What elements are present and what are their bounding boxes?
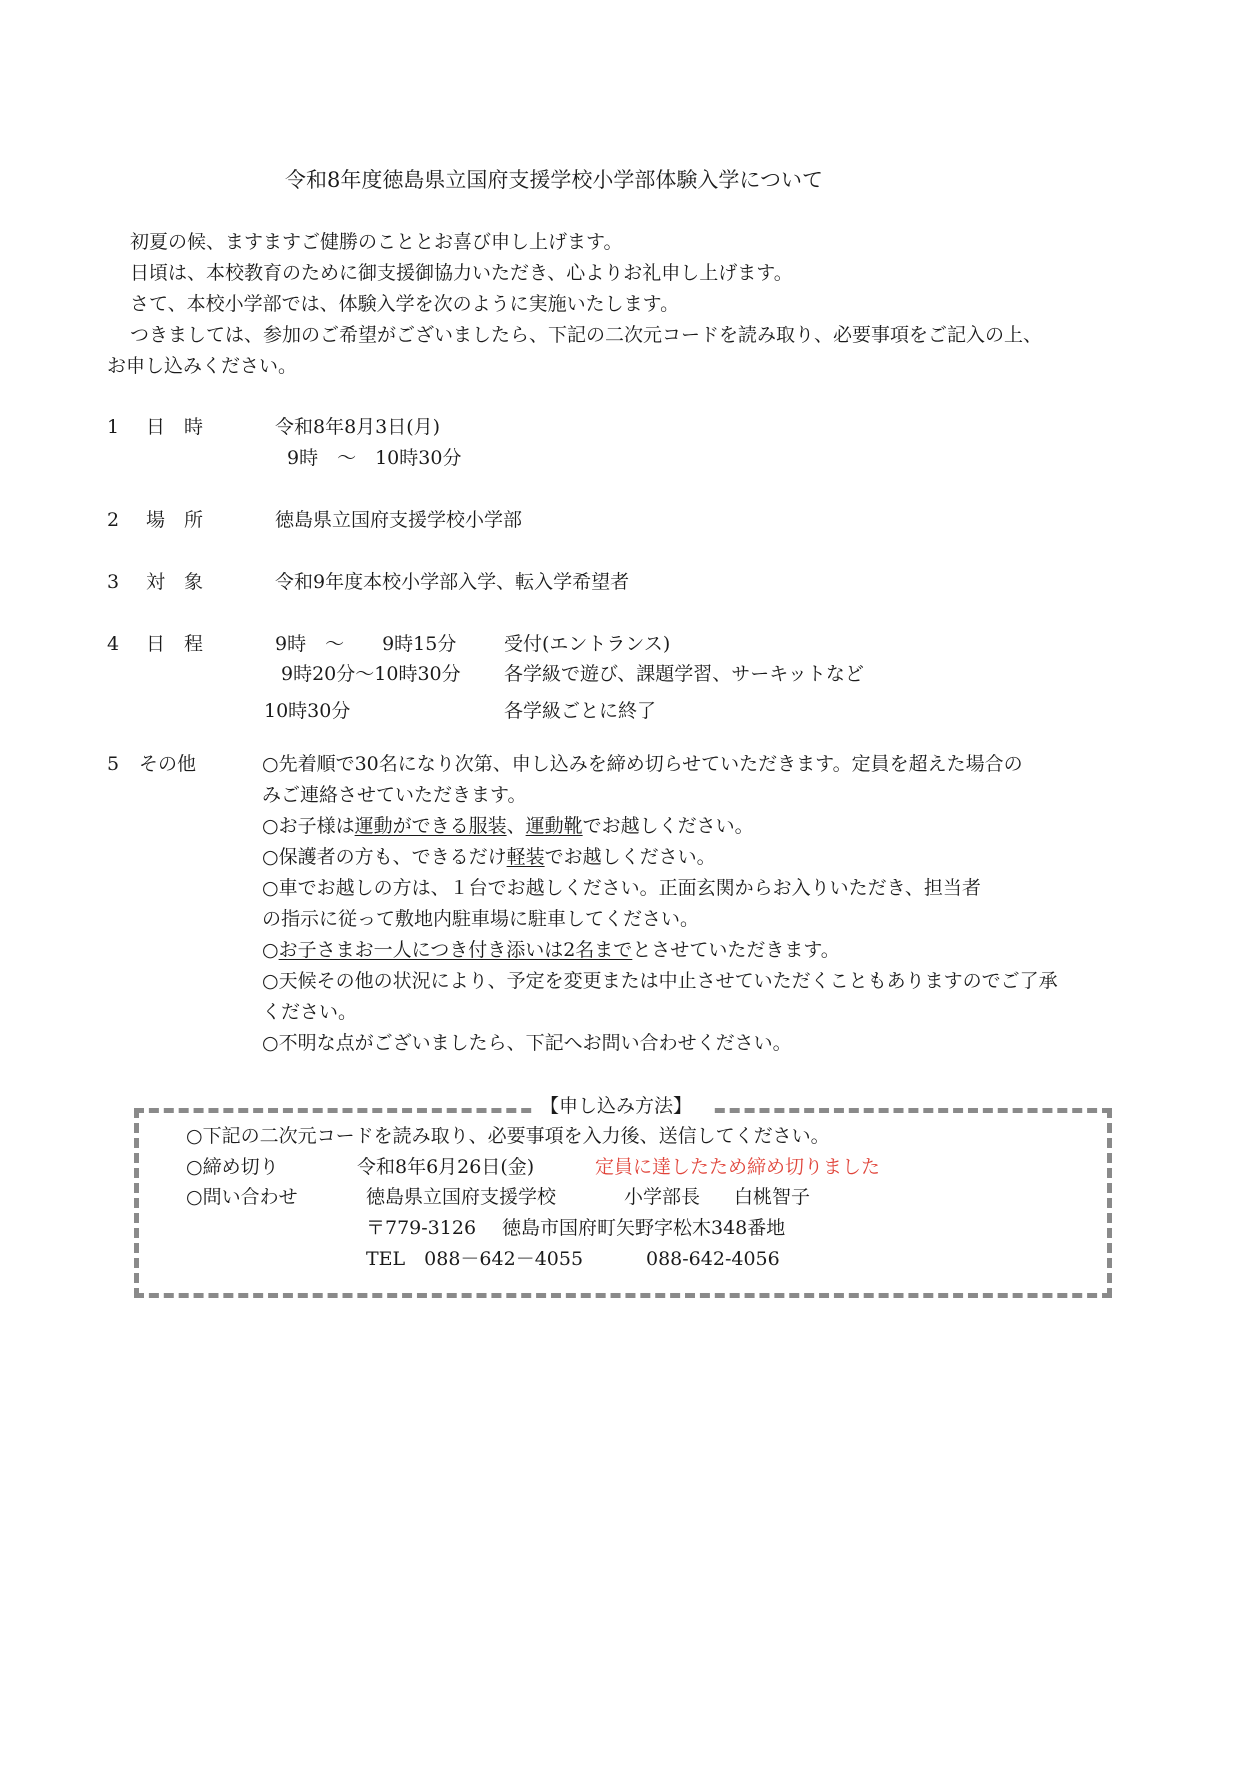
contact-school: 徳島県立国府支援学校 <box>366 1186 557 1208</box>
other-note-3 <box>262 848 716 867</box>
clothing-requirement: 運動ができる服装 <box>354 815 507 837</box>
application-instruction: ○下記の二次元コードを読み取り、必要事項を入力後、送信してください。 <box>186 1125 830 1147</box>
other-note-5-suffix: とさせていただきます。 <box>632 939 840 961</box>
item-5-label: その他 <box>139 753 197 775</box>
intro-paragraph-2: 日頃は、本校教育のために御支援御協力いただき、心よりお礼申し上げます。 <box>130 262 793 284</box>
address: 徳島市国府町矢野字松木348番地 <box>502 1217 786 1239</box>
deadline-date: 令和8年6月26日(金) <box>357 1156 535 1178</box>
other-note-7: ○不明な点がございましたら、下記へお問い合わせください。 <box>262 1032 792 1054</box>
item-4-number: 4 <box>107 633 120 655</box>
document-title: 令和8年度徳島県立国府支援学校小学部体験入学について <box>285 168 823 192</box>
intro-paragraph-4-cont: お申し込みください。 <box>107 355 298 377</box>
contact-name: 白桃智子 <box>734 1186 811 1208</box>
other-note-2-sep: 、 <box>506 815 526 837</box>
phone-number: TEL 088－642－4055 <box>366 1248 584 1270</box>
other-note-1: ○先着順で30名になり次第、申し込みを締め切らせていただきます。定員を超えた場合の <box>262 753 1023 775</box>
item-1-number: 1 <box>107 416 120 438</box>
shoes-requirement: 運動靴 <box>525 815 583 837</box>
schedule-row-1-time: 9時 ～ 9時15分 <box>275 633 457 655</box>
attendant-limit: お子さまお一人につき付き添いは2名まで <box>278 939 633 961</box>
application-heading: 【申し込み方法】 <box>540 1095 693 1117</box>
contact-label: ○問い合わせ <box>186 1186 298 1208</box>
schedule-row-1-desc: 受付(エントランス) <box>504 633 671 655</box>
intro-paragraph-3: さて、本校小学部では、体験入学を次のように実施いたします。 <box>130 293 680 315</box>
item-2-label: 場 所 <box>146 509 204 531</box>
other-note-6-cont: ください。 <box>262 1001 358 1023</box>
item-1-label: 日 時 <box>146 416 204 438</box>
item-2-number: 2 <box>107 509 120 531</box>
item-1-date: 令和8年8月3日(月) <box>275 416 441 438</box>
item-3-number: 3 <box>107 571 120 593</box>
deadline-closed-notice: 定員に達したため締め切りました <box>595 1156 881 1178</box>
item-2-value: 徳島県立国府支援学校小学部 <box>275 509 523 531</box>
contact-role: 小学部長 <box>624 1186 701 1208</box>
other-note-4-cont: の指示に従って敷地内駐車場に駐車してください。 <box>262 908 700 930</box>
schedule-row-2-time: 9時20分～10時30分 <box>281 663 461 685</box>
other-note-5-prefix: ○ <box>262 939 279 961</box>
other-note-2 <box>262 817 754 836</box>
item-5-number: 5 <box>107 753 120 775</box>
other-note-4: ○車でお越しの方は、１台でお越しください。正面玄関からお入りいただき、担当者 <box>262 877 981 899</box>
item-1-time: 9時 ～ 10時30分 <box>287 447 462 469</box>
intro-paragraph-4: つきましては、参加のご希望がございましたら、下記の二次元コードを読み取り、必要事項をご記入の上、 <box>130 324 1043 346</box>
fax-number: 088-642-4056 <box>646 1248 780 1270</box>
item-4-label: 日 程 <box>146 633 204 655</box>
postal-code: 〒779-3126 <box>366 1217 477 1239</box>
other-note-3-suffix: でお越しください。 <box>544 846 716 868</box>
intro-paragraph-1: 初夏の候、ますますご健勝のこととお喜び申し上げます。 <box>130 231 623 253</box>
item-3-label: 対 象 <box>146 571 204 593</box>
deadline-label: ○締め切り <box>186 1156 279 1178</box>
schedule-row-2-desc: 各学級で遊び、課題学習、サーキットなど <box>504 663 864 685</box>
guardian-clothing: 軽装 <box>506 846 545 868</box>
schedule-row-3-time: 10時30分 <box>264 700 351 722</box>
item-3-value: 令和9年度本校小学部入学、転入学希望者 <box>275 571 630 593</box>
other-note-5 <box>262 941 840 960</box>
other-note-2-suffix: でお越しください。 <box>582 815 754 837</box>
other-note-3-prefix: ○保護者の方も、できるだけ <box>262 846 507 868</box>
other-note-1-cont: みご連絡させていただきます。 <box>262 784 527 806</box>
schedule-row-3-desc: 各学級ごとに終了 <box>504 700 657 722</box>
other-note-6: ○天候その他の状況により、予定を変更または中止させていただくこともありますのでご了承 <box>262 970 1058 992</box>
other-note-2-prefix: ○お子様は <box>262 815 355 837</box>
